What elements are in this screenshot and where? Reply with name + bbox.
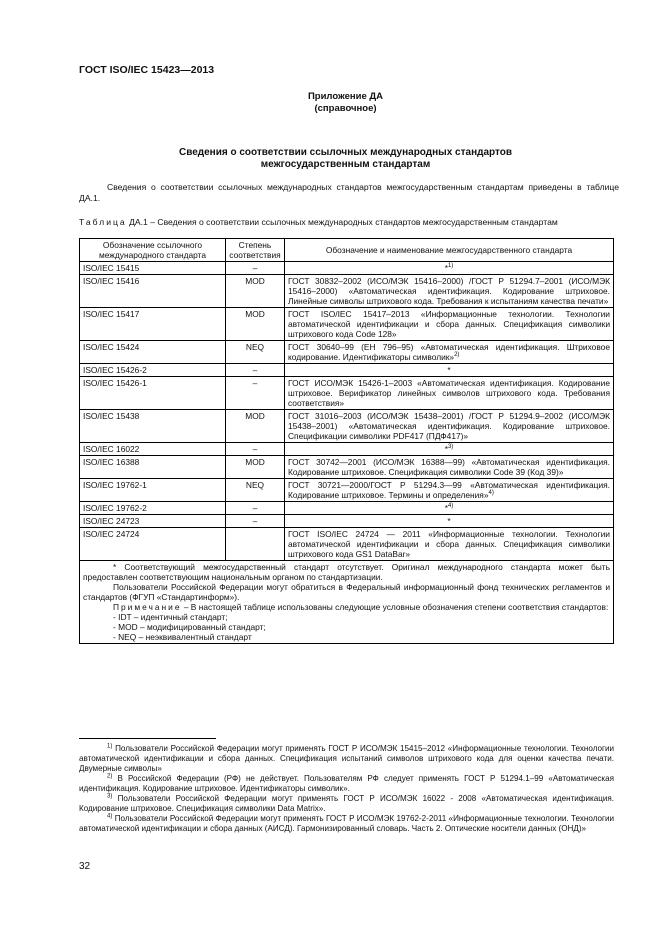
cell-ref-standard: ISO/IEC 24723 [80, 515, 226, 528]
cell-ref-standard: ISO/IEC 15424 [80, 341, 226, 364]
cell-degree: – [226, 364, 285, 377]
table-row [80, 456, 614, 479]
table-notes-row [80, 561, 614, 644]
cell-degree: MOD [226, 308, 285, 341]
cell-ref-standard: ISO/IEC 15438 [80, 410, 226, 443]
cell-ref-standard: ISO/IEC 15416 [80, 275, 226, 308]
table-row [80, 502, 614, 515]
table-notes [80, 561, 614, 644]
note-remark-label: Примечание [113, 602, 182, 612]
cell-standard-text: * [447, 516, 451, 526]
table-header-row [80, 239, 614, 262]
cell-standard-text: ГОСТ 30640–99 (ЕН 796–95) «Автоматическая идентификация. Штриховое кодирование. Идентификаторы символик» [288, 342, 610, 362]
section-title-line1: Сведения о соответствии ссылочных международных стандартов [178, 147, 513, 158]
header-interstate-standard: Обозначение и наименование межгосударственного стандарта [285, 239, 614, 262]
table-row [80, 275, 614, 308]
intro-paragraph: Сведения о соответствии ссылочных международных стандартов межгосударственным стандартам приведены в таблице ДА.1. [79, 182, 619, 203]
cell-standard-text: * [444, 263, 448, 273]
annex-subtitle: (справочное) [314, 103, 377, 114]
note-remark-text: – В настоящей таблице использованы следующие условные обозначения степени соответствия стандартов: [183, 602, 609, 612]
cell-interstate-standard [285, 502, 614, 515]
footnote-reference: 4) [488, 490, 494, 497]
cell-interstate-standard [285, 456, 614, 479]
cell-interstate-standard [285, 308, 614, 341]
footnote: $^{2)}$ В Российской Федерации (РФ) не действует. Пользователям РФ следует применять ГОСТ Р 51294.1–99 «Автоматическая идентификация. Кодирование штриховое. Идентификаторы символик». [79, 773, 615, 793]
cell-interstate-standard [285, 377, 614, 410]
cell-interstate-standard [285, 275, 614, 308]
cell-interstate-standard [285, 528, 614, 561]
cell-degree: MOD [226, 456, 285, 479]
footnote: $^{4)}$ Пользователи Российской Федерации могут применять ГОСТ Р ИСО/МЭК 19762-2-2011 «Информационные технологии. Технологии автоматической идентификации и сбора данных (АИСД). Гармонизированный словарь. Часть 2. Оптические носители данных (ОНД)» [79, 813, 614, 833]
table-caption [79, 217, 624, 227]
footnote-text: Пользователи Российской Федерации могут применять ГОСТ Р ИСО/МЭК 19762-2-2011 «Информационные технологии. Технологии автоматической идентификации и сбора данных (АИСД). Гармонизированный словарь. Часть 2. Оптические носители данных (ОНД)» [79, 814, 614, 833]
header-degree: Степень соответствия [226, 239, 285, 262]
cell-degree: – [226, 515, 285, 528]
cell-standard-text: ГОСТ ISO/IEC 24724 — 2011 «Информационные технологии. Технологии автоматической идентификации и сбора данных. Спецификация символики штрихового кода GS1 DataBar» [288, 529, 610, 559]
cell-ref-standard: ISO/IEC 15426-1 [80, 377, 226, 410]
cell-standard-text: ГОСТ 31016–2003 (ИСО/МЭК 15438–2001) /ГОСТ Р 51294.9–2002 (ИСО/МЭК 15438–2001) «Автоматическая идентификация. Кодирование штриховое. Спецификации символики PDF417 (ПДФ417)» [288, 411, 610, 441]
cell-degree: NEQ [226, 479, 285, 502]
cell-standard-text: * [444, 503, 448, 513]
note-star: * Соответствующий межгосударственный стандарт отсутствует. Оригинал международного стандарта может быть предоставлен соответствующим национальным органом по стандартизации. [83, 562, 610, 582]
cell-standard-text: ГОСТ ISO/IEC 15417–2013 «Информационные технологии. Технологии автоматической идентификации и сбора данных. Спецификация символики штрихового кода Code 128» [288, 309, 610, 339]
footnote-number: 1 [107, 743, 111, 750]
cell-interstate-standard [285, 341, 614, 364]
cell-degree: – [226, 377, 285, 410]
footnote-reference: 3) [447, 444, 454, 451]
table-row [80, 341, 614, 364]
cell-ref-standard: ISO/IEC 19762-2 [80, 502, 226, 515]
footnote-text: Пользователи Российской Федерации могут применять ГОСТ Р ИСО/МЭК 16022 - 2008 «Автоматическая идентификация. Кодирование штриховое. Спецификация символики Data Matrix». [79, 794, 614, 813]
footnote-number: 4 [107, 813, 111, 820]
cell-interstate-standard [285, 410, 614, 443]
cell-interstate-standard [285, 364, 614, 377]
cell-standard-text: ГОСТ ИСО/МЭК 15426-1–2003 «Автоматическая идентификация. Кодирование штриховое. Верификатор линейных символов штрихового кода. Требования соответствия» [288, 378, 610, 408]
note-remark [83, 602, 610, 612]
note-users: Пользователи Российской Федерации могут обратиться в Федеральный информационный фонд технических регламентов и стандартов (ФГУП «Стандартинформ»). [83, 582, 610, 602]
cell-standard-text: * [447, 365, 451, 375]
footnote-reference: 4) [447, 503, 454, 510]
cell-ref-standard: ISO/IEC 16388 [80, 456, 226, 479]
cell-standard-text: ГОСТ 30721—2000/ГОСТ Р 51294.3—99 «Автоматическая идентификация. Кодирование штриховое. Термины и определения» [288, 480, 610, 500]
table-row [80, 515, 614, 528]
table-row [80, 364, 614, 377]
header-ref-standard: Обозначение ссылочного международного стандарта [80, 239, 226, 262]
footnote-text: Пользователи Российской Федерации могут применять ГОСТ Р ИСО/МЭК 15415–2012 «Информационные технологии. Технологии автоматической идентификации и сбора данных. Спецификация испытаний символов штрихового кода для оценки качества печати. Двумерные символы» [79, 744, 614, 773]
annex-title: Приложение ДА [307, 91, 384, 102]
footnotes [79, 744, 614, 834]
cell-ref-standard: ISO/IEC 15417 [80, 308, 226, 341]
note-list-item: - NEQ – неэквивалентный стандарт [113, 632, 252, 642]
cell-interstate-standard [285, 262, 614, 275]
footnote-reference: 2) [454, 352, 460, 359]
section-title-line2: межгосударственным стандартам [260, 159, 431, 170]
cell-degree: – [226, 502, 285, 515]
cell-ref-standard: ISO/IEC 15426-2 [80, 364, 226, 377]
table-row [80, 443, 614, 456]
table-row [80, 308, 614, 341]
correspondence-table [79, 238, 614, 644]
footnote-reference: 1) [447, 263, 454, 270]
cell-interstate-standard [285, 515, 614, 528]
section-title [60, 147, 631, 171]
cell-ref-standard: ISO/IEC 24724 [80, 528, 226, 561]
cell-degree: MOD [226, 410, 285, 443]
footnote-divider [79, 738, 216, 739]
cell-ref-standard: ISO/IEC 19762-1 [80, 479, 226, 502]
note-list-item: - MOD – модифицированный стандарт; [113, 622, 266, 632]
table-caption-label: Таблица [79, 217, 127, 227]
cell-ref-standard: ISO/IEC 16022 [80, 443, 226, 456]
cell-interstate-standard [285, 479, 614, 502]
footnote-number: 3 [107, 793, 111, 800]
footnote-number: 2 [107, 773, 111, 780]
cell-degree: NEQ [226, 341, 285, 364]
footnote: $^{1)}$ Пользователи Российской Федерации могут применять ГОСТ Р ИСО/МЭК 15415–2012 «Информационные технологии. Технологии автоматической идентификации и сбора данных. Спецификация испытаний символов штрихового кода для оценки качества печати. Двумерные символы» [79, 743, 614, 773]
table-row [80, 479, 614, 502]
cell-interstate-standard [285, 443, 614, 456]
cell-standard-text: ГОСТ 30832–2002 (ИСО/МЭК 15416–2000) /ГОСТ Р 51294.7–2001 (ИСО/МЭК 15416–2000) «Автоматическая идентификация. Кодирование штриховое. Линейные символы штрихового кода. Требования к испытаниям качества печати» [288, 276, 610, 306]
footnote-text: В Российской Федерации (РФ) не действует. Пользователям РФ следует применять ГОСТ Р 51294.1–99 «Автоматическая идентификация. Кодирование штриховое. Идентификаторы символик». [79, 774, 615, 793]
cell-degree [226, 528, 285, 561]
table-row [80, 410, 614, 443]
cell-degree: MOD [226, 275, 285, 308]
cell-degree: – [226, 262, 285, 275]
document-header: ГОСТ ISO/IEC 15423—2013 [79, 64, 215, 76]
cell-degree: – [226, 443, 285, 456]
cell-standard-text: ГОСТ 30742—2001 (ИСО/МЭК 16388—99) «Автоматическая идентификация. Кодирование штриховое. Спецификация символики Code 39 (Код 39)» [288, 457, 610, 477]
page-number: 32 [79, 861, 91, 872]
note-list-item: - IDT – идентичный стандарт; [113, 612, 228, 622]
footnote: $^{3)}$ Пользователи Российской Федерации могут применять ГОСТ Р ИСО/МЭК 16022 - 2008 «Автоматическая идентификация. Кодирование штриховое. Спецификация символики Data Matrix». [79, 793, 614, 813]
table-caption-text: ДА.1 – Сведения о соответствии ссылочных международных стандартов межгосударственным стандартам [129, 217, 558, 227]
table-row [80, 528, 614, 561]
cell-ref-standard: ISO/IEC 15415 [80, 262, 226, 275]
table-row [80, 377, 614, 410]
table-row [80, 262, 614, 275]
cell-standard-text: * [444, 444, 448, 454]
